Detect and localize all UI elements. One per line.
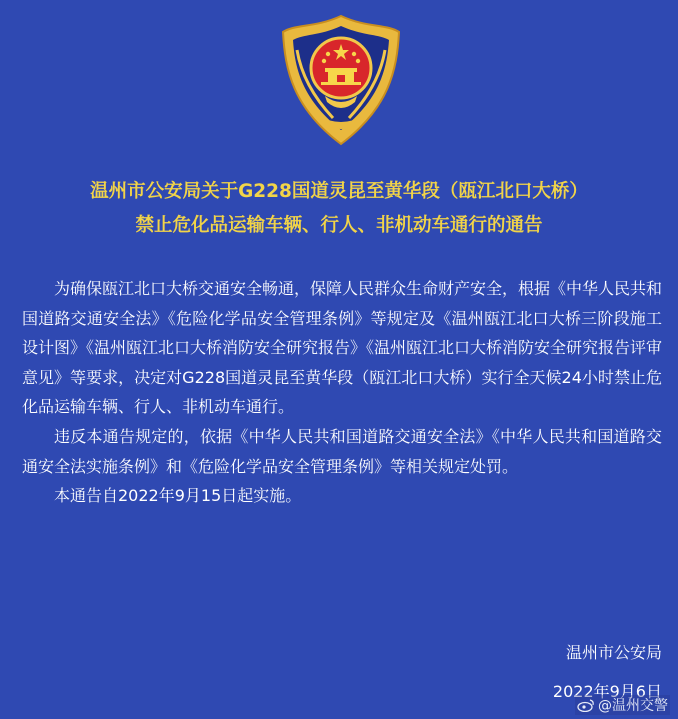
notice-title xyxy=(0,175,678,243)
notice-paragraph: 为确保瓯江北口大桥交通安全畅通，保障人民群众生命财产安全，根据《中华人民共和国道路交通安全法》《危险化学品安全管理条例》等规定及《温州瓯江北口大桥三阶段施工设计图》《温州瓯江北口大桥消防安全研究报告》《温州瓯江北口大桥消防安全研究报告评审意见》等要求，决定对G228国道灵昆至黄华段（瓯江北口大桥）实行全天候24小时禁止危化品运输车辆、行人、非机动车通行。 xyxy=(22,279,663,417)
weibo-icon xyxy=(577,698,595,712)
notice-paragraph: 违反本通告规定的，依据《中华人民共和国道路交通安全法》《中华人民共和国道路交通安全法实施条例》和《危险化学品安全管理条例》等相关规定处罚。 xyxy=(22,426,662,476)
notice-title-line-1: 温州市公安局关于G228国道灵昆至黄华段（瓯江北口大桥） xyxy=(90,181,588,202)
issuer-signature: 温州市公安局 xyxy=(565,643,662,662)
notice-body xyxy=(22,274,662,511)
police-emblem-icon xyxy=(275,10,407,150)
issue-date: 2022年9月6日 xyxy=(552,682,662,701)
watermark-text: @温州交警 xyxy=(598,698,668,714)
weibo-watermark xyxy=(575,695,670,715)
notice-paragraph: 本通告自2022年9月15日起实施。 xyxy=(54,486,302,506)
notice-title-line-2: 禁止危化品运输车辆、行人、非机动车通行的通告 xyxy=(135,215,543,236)
